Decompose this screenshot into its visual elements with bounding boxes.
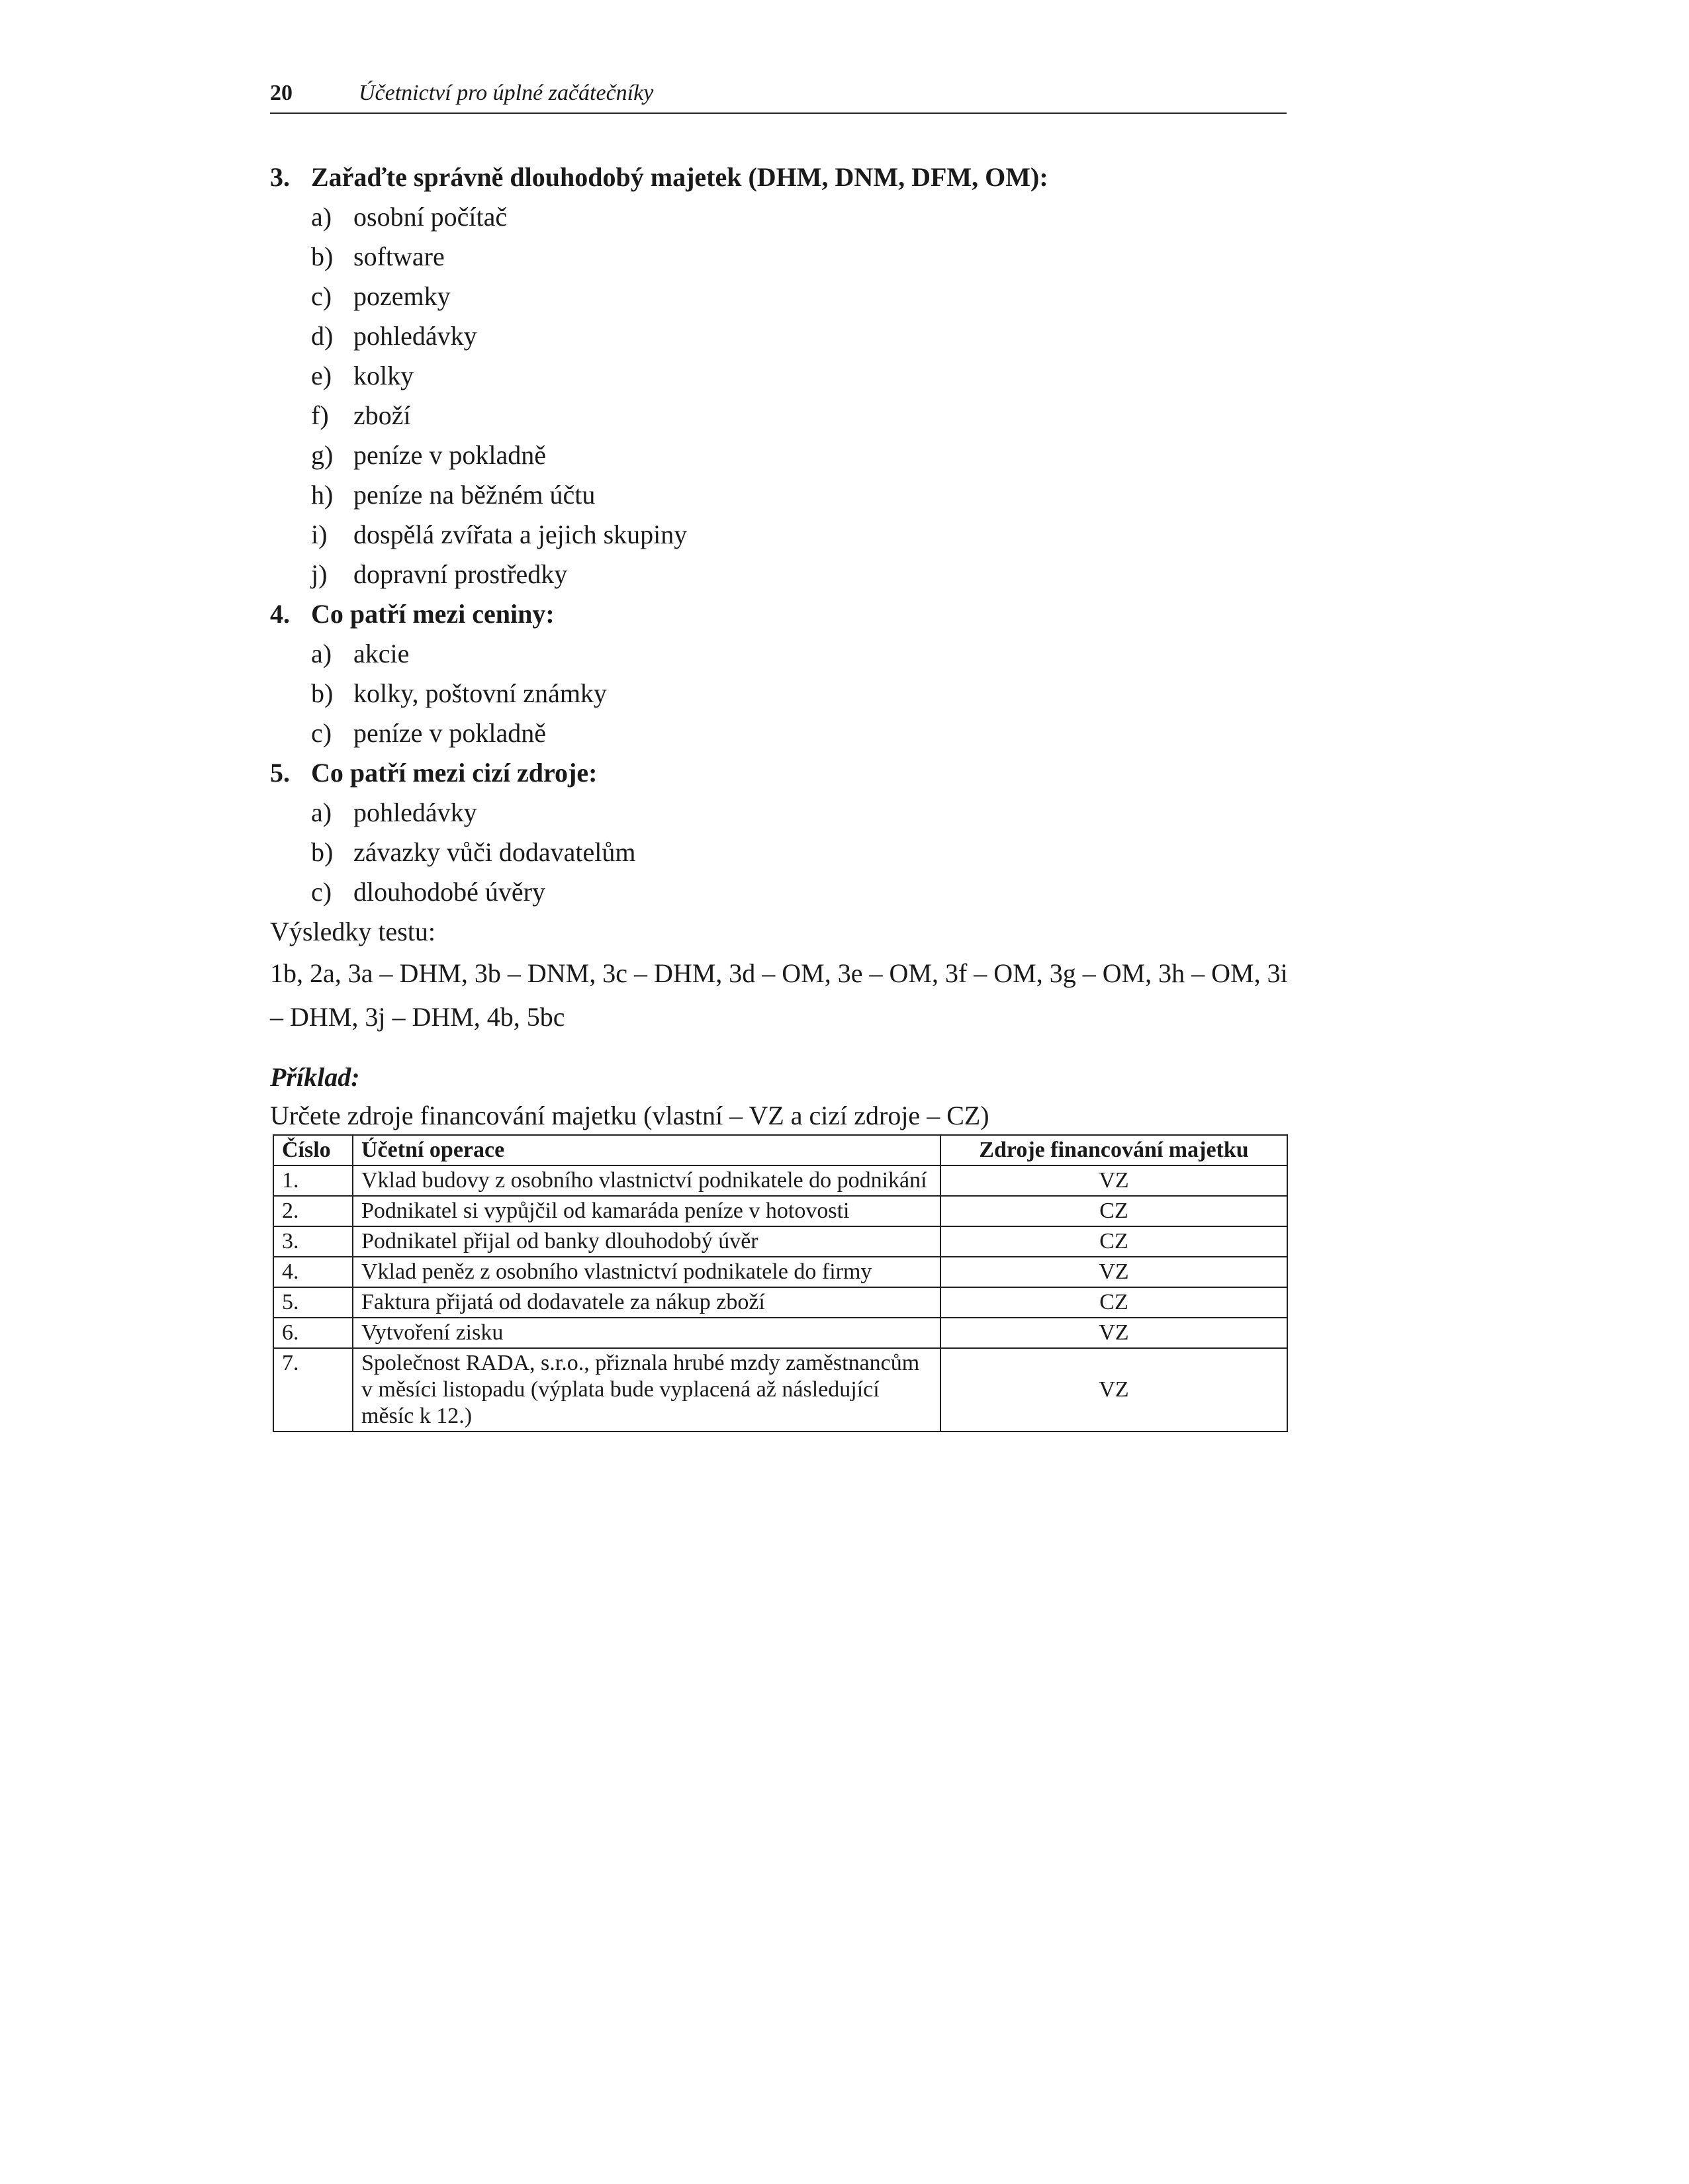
answer-option: h) peníze na běžném účtu [311,480,596,510]
row-source: VZ [940,1165,1287,1196]
answer-option: c) pozemky [311,281,451,311]
example-instruction: Určete zdroje financování majetku (vlastní – VZ a cizí zdroje – CZ) [270,1101,989,1130]
row-operation: Vklad peněz z osobního vlastnictví podnikatele do firmy [353,1257,940,1287]
question-4 [270,594,1289,753]
row-operation: Společnost RADA, s.r.o., přiznala hrubé mzdy zaměstnancům v měsíci listopadu (výplata bude vyplacená až následující měsíc k 12.) [353,1348,940,1432]
answer-option: a) osobní počítač [311,202,508,232]
table-row [273,1165,1287,1196]
table-row [273,1318,1287,1348]
row-number: 6. [273,1318,353,1348]
column-header: Účetní operace [353,1135,940,1165]
question-text: Co patří mezi ceniny: [311,599,555,629]
answer-option: d) pohledávky [311,321,477,351]
example-label: Příklad: [270,1062,360,1092]
table-row [273,1257,1287,1287]
answer-option: c) dlouhodobé úvěry [311,877,545,907]
row-source: CZ [940,1226,1287,1257]
row-number: 5. [273,1287,353,1318]
question-text: Co patří mezi cizí zdroje: [311,758,598,788]
page-header [270,78,1287,114]
table-header-row [273,1135,1287,1165]
row-source: VZ [940,1318,1287,1348]
answer-option: a) pohledávky [311,797,477,827]
answer-option: b) kolky, poštovní známky [311,678,607,708]
answer-option: c) peníze v pokladně [311,718,546,748]
row-number: 2. [273,1196,353,1226]
question-3 [270,158,1289,594]
question-5 [270,753,1289,912]
page-content [270,158,1289,1136]
results-text: 1b, 2a, 3a – DHM, 3b – DNM, 3c – DHM, 3d – OM, 3e – OM, 3f – OM, 3g – OM, 3h – OM, 3i – DHM, 3j – DHM, 4b, 5bc [270,958,1288,1032]
row-number: 3. [273,1226,353,1257]
column-header: Zdroje financování majetku [940,1135,1287,1165]
row-operation: Vytvoření zisku [353,1318,940,1348]
answer-option: f) zboží [311,400,411,430]
answer-option: j) dopravní prostředky [311,559,568,589]
answer-option: a) akcie [311,639,410,668]
page-number: 20 [270,81,293,105]
question-number: 4. [270,599,290,629]
book-title: Účetnictví pro úplné začátečníky [359,81,654,105]
answer-option: g) peníze v pokladně [311,440,546,470]
row-operation: Podnikatel přijal od banky dlouhodobý úvěr [353,1226,940,1257]
row-source: CZ [940,1287,1287,1318]
question-text: Zařaďte správně dlouhodobý majetek (DHM, DNM, DFM, OM): [311,162,1048,192]
answer-option: b) závazky vůči dodavatelům [311,837,636,867]
row-number: 7. [273,1348,353,1432]
question-title [270,594,1289,634]
table-row [273,1196,1287,1226]
row-source: VZ [940,1348,1287,1432]
row-operation: Faktura přijatá od dodavatele za nákup zboží [353,1287,940,1318]
row-number: 1. [273,1165,353,1196]
row-operation: Podnikatel si vypůjčil od kamaráda peníze v hotovosti [353,1196,940,1226]
question-number: 3. [270,162,290,192]
answer-option: i) dospělá zvířata a jejich skupiny [311,520,688,549]
row-number: 4. [273,1257,353,1287]
results-label: Výsledky testu: [270,917,435,946]
row-source: CZ [940,1196,1287,1226]
table-row [273,1287,1287,1318]
table-row [273,1226,1287,1257]
financing-table [273,1134,1288,1432]
column-header: Číslo [273,1135,353,1165]
question-title [270,753,1289,793]
answer-option: b) software [311,242,445,271]
row-operation: Vklad budovy z osobního vlastnictví podnikatele do podnikání [353,1165,940,1196]
question-number: 5. [270,758,290,788]
row-source: VZ [940,1257,1287,1287]
table-row [273,1348,1287,1432]
question-title [270,158,1289,197]
answer-option: e) kolky [311,361,414,390]
